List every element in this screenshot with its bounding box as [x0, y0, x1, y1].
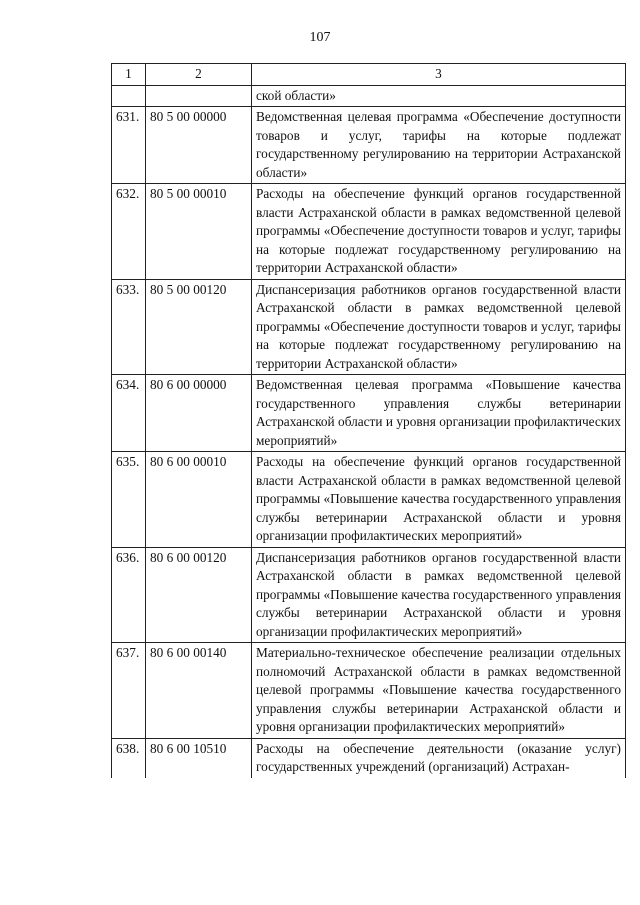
row-description: Расходы на обеспечение функций органов государственной власти Астраханской области в рамках ведомственной целевой программы «Повышение качества государственного управления службы ветеринарии Астраханской области и уровня организации профилактических мероприятий»	[252, 452, 626, 548]
table-row	[112, 184, 626, 280]
continuation-code-cell	[146, 85, 252, 107]
table-row	[112, 279, 626, 375]
page-number: 107	[309, 30, 331, 45]
row-code: 80 6 00 00120	[146, 547, 252, 643]
row-code: 80 5 00 00010	[146, 184, 252, 280]
row-number: 632.	[112, 184, 146, 280]
column-header-code: 2	[146, 64, 252, 86]
row-number: 633.	[112, 279, 146, 375]
continuation-text: ской области»	[252, 85, 626, 107]
table-row	[112, 643, 626, 739]
row-code: 80 5 00 00120	[146, 279, 252, 375]
row-description: Диспансеризация работников органов государственной власти Астраханской области в рамках ведомственной целевой программы «Повышение качества государственного управления службы ветеринарии Астраханской области и уровня организации профилактических мероприятий»	[252, 547, 626, 643]
row-description: Ведомственная целевая программа «Повышение качества государственного управления службы ветеринарии Астраханской области и уровня организации профилактических мероприятий»	[252, 375, 626, 452]
column-header-description: 3	[252, 64, 626, 86]
continuation-row	[112, 85, 626, 107]
row-number: 637.	[112, 643, 146, 739]
table-row	[112, 375, 626, 452]
row-number: 635.	[112, 452, 146, 548]
row-number: 634.	[112, 375, 146, 452]
row-description: Диспансеризация работников органов государственной власти Астраханской области в рамках ведомственной целевой программы «Обеспечение доступности товаров и услуг, тарифы на которые подлежат государственному регулированию на территории Астраханской области»	[252, 279, 626, 375]
table-row	[112, 547, 626, 643]
row-description: Расходы на обеспечение функций органов государственной власти Астраханской области в рамках ведомственной целевой программы «Обеспечение доступности товаров и услуг, тарифы на которые подлежат государственному регулированию на территории Астраханской области»	[252, 184, 626, 280]
table-row	[112, 738, 626, 778]
continuation-num-cell	[112, 85, 146, 107]
row-code: 80 6 00 00010	[146, 452, 252, 548]
row-number: 636.	[112, 547, 146, 643]
row-description: Ведомственная целевая программа «Обеспечение доступности товаров и услуг, тарифы на которые подлежат государственному регулированию на территории Астраханской области»	[252, 107, 626, 184]
table-header-row	[112, 64, 626, 86]
row-description: Расходы на обеспечение деятельности (оказание услуг) государственных учреждений (организаций) Астрахан-	[252, 738, 626, 778]
row-code: 80 6 00 10510	[146, 738, 252, 778]
row-code: 80 6 00 00140	[146, 643, 252, 739]
column-header-number: 1	[112, 64, 146, 86]
budget-classification-table	[111, 63, 626, 778]
table-row	[112, 107, 626, 184]
row-code: 80 5 00 00000	[146, 107, 252, 184]
table-row	[112, 452, 626, 548]
row-number: 638.	[112, 738, 146, 778]
row-description: Материально-техническое обеспечение реализации отдельных полномочий Астраханской области в рамках ведомственной целевой программы «Повышение качества государственного управления службы ветеринарии Астраханской области и уровня организации профилактических мероприятий»	[252, 643, 626, 739]
row-code: 80 6 00 00000	[146, 375, 252, 452]
row-number: 631.	[112, 107, 146, 184]
